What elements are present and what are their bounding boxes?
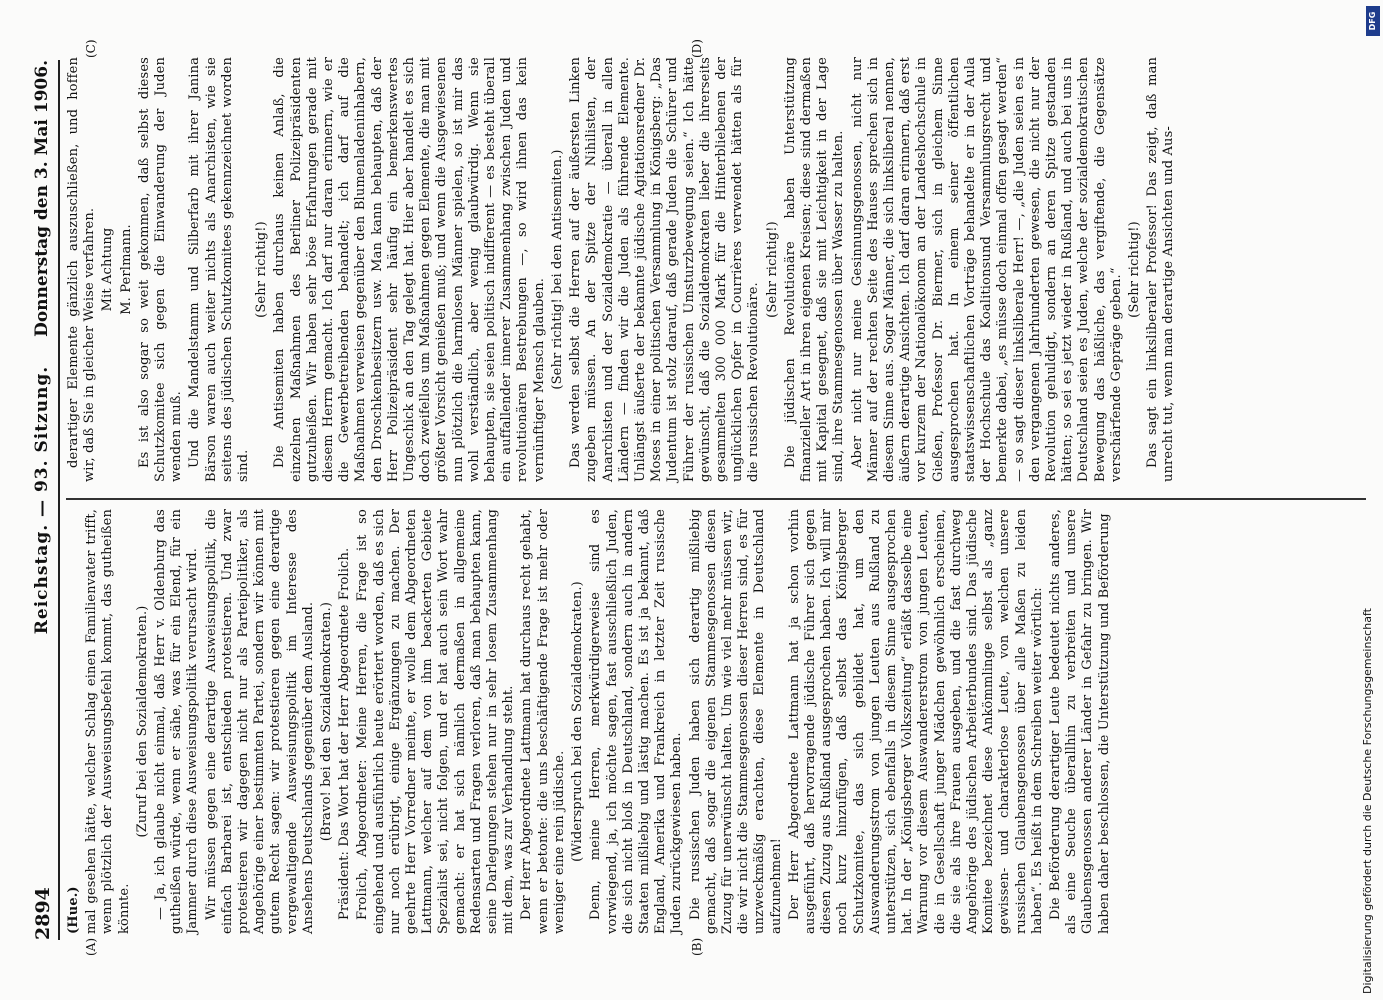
paragraph: Das sagt ein linksliberaler Professor! Das zeigt, daß man unrecht tut, wenn man derartige Ansichten und Aus- — [1145, 57, 1177, 482]
paragraph: Die Antisemiten haben durchaus keinen Anlaß, die einzelnen Maßnahmen des Berliner Polizeipräsidenten gutzuheißen. Wir haben sehr böse Erfahrungen gerade mit diesem Herrn gemacht. Ich darf nur daran erinnern, wie er die Gewerbetreibenden behandelt; ich darf auf die Maßnahmen verweisen gegenüber den Blumenladeninhabern, den Droschkenbesitzern usw. Man kann behaupten, daß der Herr Polizeipräsident sehr häufig ein bemerkenswertes Ungeschick an den Tag gelegt hat. Hier aber handelt es sich doch zweifellos um Maßnahmen gegen Elemente, die man mit größter Vorsicht genießen muß; und wenn die Ausgewiesenen nun plötzlich die harmlosen Männer spielen, so ist mir das wohl verständlich, aber wenig glaubwürdig. Wenn sie behaupten, sie seien politisch indifferent — es besteht überall ein auffallender innerer Zusammenhang zwischen Juden und revolutionären Bestrebungen —, so wird ihnen das kein vernünftiger Mensch glauben. — [272, 57, 547, 482]
paragraph: Der Herr Abgeordnete Lattmann hat ja schon vorhin ausgeführt, daß hervorragende jüdische Führer sich gegen diesen Zuzug aus Rußland ausgesprochen haben. Ich will mir noch kurz hinzufügen, daß selbst das Königsberger Schutzkomitee, das sich gebildet hat, um den Auswanderungsstrom von jungen Leuten aus Rußland zu unterstützen, sich ebenfalls in diesem Sinne ausgesprochen hat. In der „Königsberger Volkszeitung“ erläßt dasselbe eine Warnung vor diesem Auswandererstrom von jungen Leuten, die in Gesellschaft junger Mädchen gewöhnlich erscheinen, die sie als ihre Frauen ausgeben, und die fast durchweg Angehörige des jüdischen Arbeiterbundes sind. Das jüdische Komitee bezeichnet diese Ankömmlinge selbst als „ganz gewissen- und charakterlose Leute, von welchen unsere russischen Glaubensgenossen über alle Maßen zu leiden haben“. Es heißt in dem Schreiben weiter wörtlich: — [786, 509, 1045, 934]
header-rule — [58, 60, 60, 940]
paragraph: (Hue.) — [66, 886, 81, 934]
paragraph: Es ist also sogar so weit gekommen, daß selbst dieses Schutzkomitee sich gegen die Einwanderung der Juden wenden muß. — [136, 57, 185, 482]
paragraph: Präsident: Das Wort hat der Herr Abgeordnete Frolich. — [337, 547, 353, 920]
paragraph: Das werden selbst die Herren auf der äußersten Linken zugeben müssen. An der Spitze der Nihilisten, der Anarchisten und der Sozialdemokratie — überall in allen Ländern — finden wir die Juden als führende Elemente. Unlängst äußerte der bekannte jüdische Agitationsredner Dr. Moses in einer politischen Versammlung in Königsberg: „Das Judentum ist stolz darauf, daß gerade Juden die Schürer und Führer der russischen Umsturzbewegung seien.“ Ich hätte gewünscht, daß die Sozialdemokraten lieber die ihrerseits gesammelten 300 000 Mark für die Hinterbliebenen der unglücklichen Opfer in Courrières verwendet hätten als für die russischen Revolutionäre. — [568, 57, 762, 482]
interjection: (Sehr richtig!) — [1127, 221, 1142, 318]
paragraph: Frolich, Abgeordneter: Meine Herren, die Frage ist so eingehend und ausführlich heute erörtert worden, daß es sich nur noch erübrigt, einige Ergänzungen zu machen. Der geehrte Herr Vorredner meinte, er wolle dem Abgeordneten Lattmann, welcher auf dem von ihm beackerten Gebiete Spezialist sei, nicht folgen, und er hat auch sein Wort wahr gemacht: er hat sich nämlich dermaßen in allgemeine Redensarten und Fragen verloren, daß man behaupten kann, seine Darlegungen stehen nur in sehr losem Zusammenhang mit dem, was zur Verhandlung steht. — [355, 509, 517, 934]
interjection: (Widerspruch bei den Sozialdemokraten.) — [570, 581, 586, 862]
paragraph: derartiger Elemente gänzlich auszuschließen, und hoffen wir, daß Sie in gleicher Weise verfahren. — [66, 57, 98, 482]
interjection: Mit Achtung — [100, 227, 116, 312]
digitization-credit — [1358, 6, 1378, 994]
paragraph: Die jüdischen Revolutionäre haben Unterstützung finanzieller Art in ihren eigenen Kreisen; diese sind dermaßen mit Kapital gesegnet, daß sie mit Leichtigkeit in der Lage sind, ihre Stammesgenossen über Wasser zu halten. — [782, 57, 847, 482]
column-divider — [66, 498, 1366, 500]
paragraph: mal gesehen hätte, welcher Schlag einen Familienvater trifft, wenn plötzlich der Ausweisungsbefehl kommt, das gutheißen könnte. — [84, 509, 132, 934]
paragraph: Die russischen Juden haben sich derartig mißliebig gemacht, daß sogar die eigenen Stammesgenossen diesen Zuzug für unerwünscht halten. Um wie viel mehr müssen wir, die wir nicht die Stammesgenossen dieser Herren sind, es für unzweckmäßig erachten, diese Elemente in Deutschland aufzunehmen! — [687, 509, 784, 934]
session-date: Donnerstag den 3. Mai 1906. — [32, 60, 52, 337]
paragraph: Die Beförderung derartiger Leute bedeutet nichts anderes, als eine Seuche überallhin zu verbreiten und unsere Glaubensgenossen anderer Länder in Gefahr zu bringen. Wir haben daher beschlossen, die Unterstützung und Beförderung — [1047, 509, 1112, 934]
interjection: (Bravo! bei den Sozialdemokraten.) — [319, 601, 335, 842]
interjection: (Zuruf bei den Sozialdemokraten.) — [134, 605, 150, 838]
interjection: (Sehr richtig! bei den Antisemiten.) — [549, 149, 565, 390]
credit-text: Digitalisierung gefördert durch die Deutsche Forschungsgemeinschaft — [1361, 608, 1374, 994]
dfg-logo-text: DFG — [1368, 11, 1377, 31]
margin-marker-d: (D) — [690, 39, 704, 58]
running-header — [22, 60, 56, 940]
paragraph: Wir müssen gegen eine derartige Ausweisungspolitik, die einfach Barbarei ist, entschieden protestieren. Und zwar protestieren wir dagegen nicht nur als Parteipolitiker, als Angehörige einer bestimmten Partei, sondern wir können mit gutem Recht sagen: wir protestieren gegen eine derartige vergewaltigende Ausweisungspolitik im Interesse des Ansehens Deutschlands gegenüber dem Ausland. — [203, 509, 316, 934]
left-text-column — [66, 509, 1115, 934]
interjection: M. Perlmann. — [118, 224, 134, 315]
margin-marker-c: (C) — [84, 39, 98, 58]
paragraph: Denn, meine Herren, merkwürdigerweise sind es vorwiegend, ja, ich möchte sagen, fast ausschließlich Juden, die sich nicht bloß in Deutschland, sondern auch in andern Staaten mißliebig und lästig machen. Es ist ja bekannt, daß England, Amerika und Frankreich in letzter Zeit russische Juden zurückgewiesen haben. — [588, 509, 685, 934]
paragraph: — Ja, ich glaube nicht einmal, daß Herr v. Oldenburg das gutheißen würde, wenn er sähe, was für ein Elend, für ein Jammer durch diese Ausweisungspolitik verursacht wird. — [153, 509, 201, 934]
interjection: (Sehr richtig!) — [764, 221, 780, 318]
dfg-logo — [1366, 6, 1380, 36]
paragraph: Und die Mandelstamm und Silberfarb mit ihrer Janina Bärson waren auch weiter nichts als Anarchisten, wie sie seitens des jüdischen Schutzkomitees gekennzeichnet worden sind. — [187, 57, 252, 482]
margin-marker-a: (A) — [84, 937, 98, 956]
session-title: Reichstag. — 93. Sitzung. — [32, 365, 52, 635]
paragraph: Aber nicht nur meine Gesinnungsgenossen, nicht nur Männer auf der rechten Seite des Hauses sprechen sich in diesem Sinne aus. Sogar Männer, die sich linksliberal nennen, äußern derartige Ansichten. Ich darf daran erinnern, daß erst vor kurzem der Nationalökonom an der Landeshochschule in Gießen, Professor Dr. Biermer, sich in gleichem Sinne ausgesprochen hat. In einem seiner öffentlichen staatswissenschaftlichen Vorträge behandelte er in der Aula der Hochschule das Koalitionsund Versammlungsrecht und bemerkte dabei, „es müsse doch einmal offen gesagt werden“ — so sagt dieser linksliberale Herr! —, „die Juden seien es in den vergangenen Jahrhunderten gewesen, die nicht nur der Revolution gehuldigt, sondern an deren Spitze gestanden hätten; so sei es jetzt wieder in Rußland, und auch bei uns in Deutschland seien es Juden, welche der sozialdemokratischen Bewegung das häßliche, das vergiftende, die Gegensätze verschärfende Gepräge geben.“ — [849, 57, 1124, 482]
margin-marker-b: (B) — [690, 937, 704, 956]
right-text-column — [66, 57, 1180, 482]
interjection: (Sehr richtig!) — [254, 221, 270, 318]
page-number: 2894 — [32, 887, 54, 940]
paragraph: Der Herr Abgeordnete Lattmann hat durchaus recht gehabt, wenn er betonte: die uns beschäftigende Frage ist mehr oder weniger eine rein jüdische. — [519, 509, 567, 934]
